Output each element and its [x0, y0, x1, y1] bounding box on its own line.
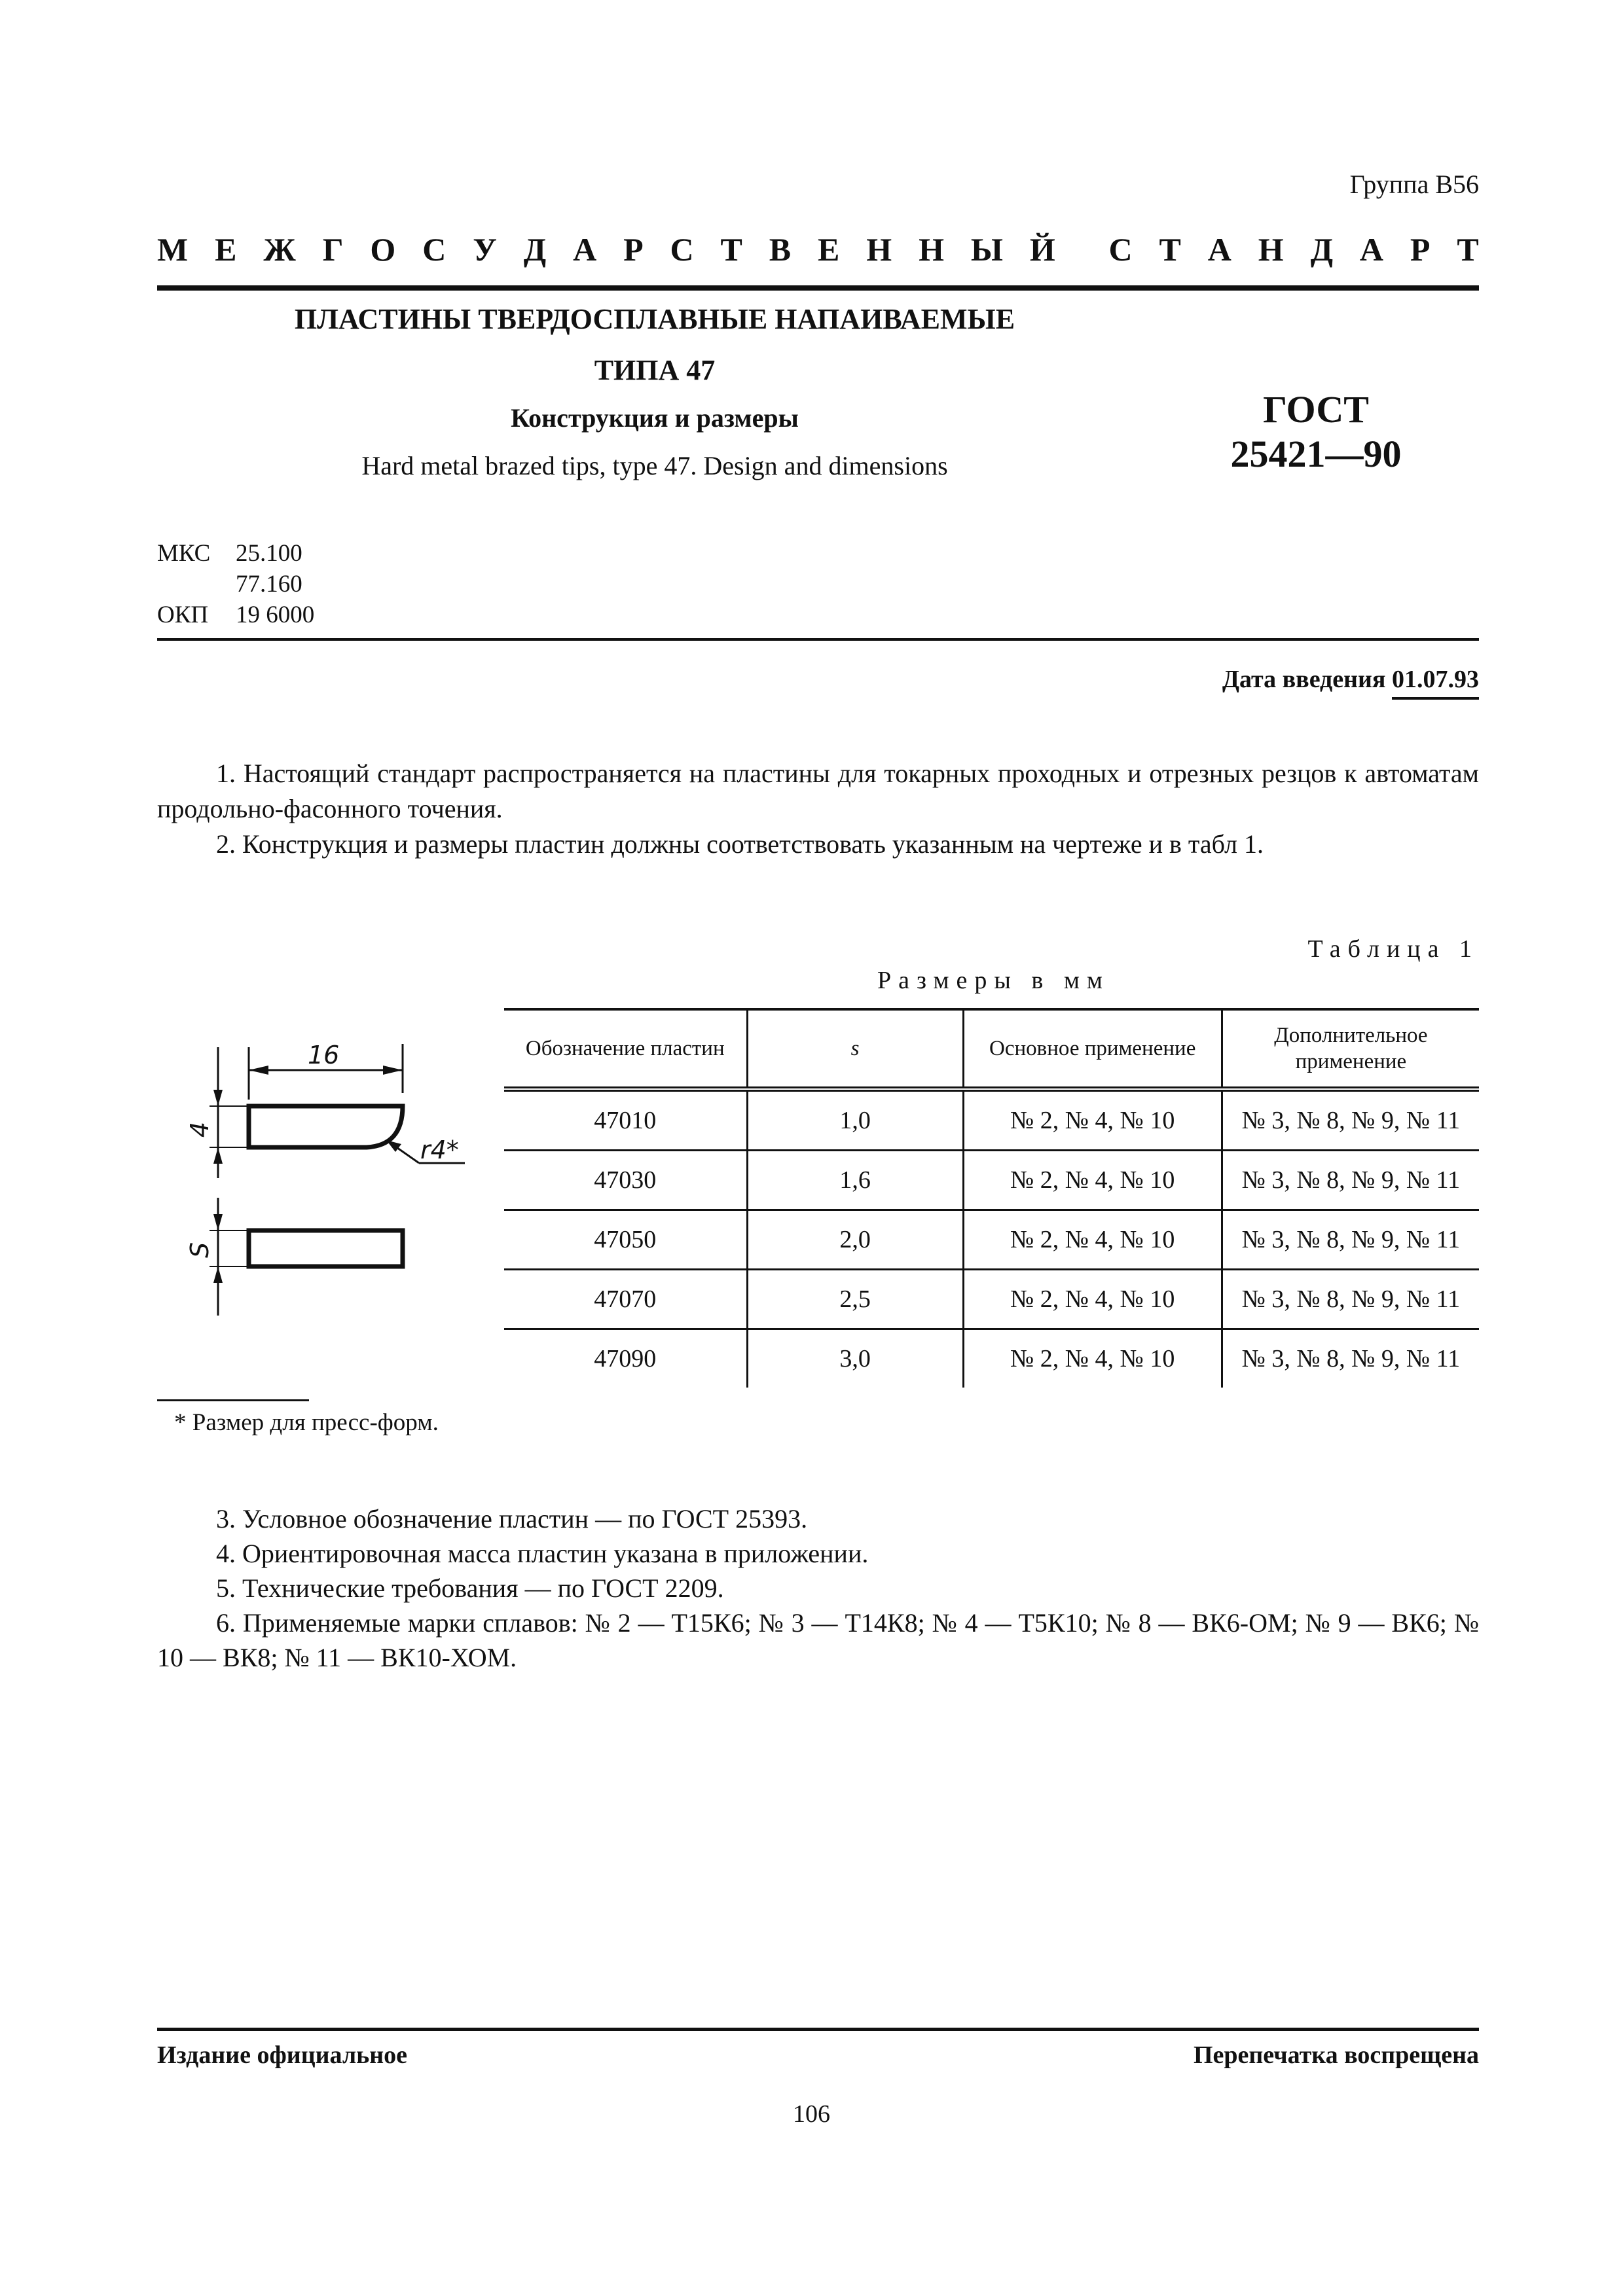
- heading-letter: Ы: [970, 231, 1003, 268]
- cell-main-use: № 2, № 4, № 10: [963, 1270, 1222, 1329]
- edition-note: Издание официальное: [157, 2041, 408, 2069]
- cell-designation: 47030: [504, 1151, 747, 1210]
- requirements-list: [157, 1501, 1479, 1675]
- tip-side-view: [249, 1230, 403, 1266]
- title-line-2: ТИПА 47: [594, 354, 716, 386]
- heading-letter: А: [1207, 231, 1231, 268]
- table-row: [504, 1210, 1479, 1270]
- arrow-head: [213, 1266, 223, 1283]
- table-row: [504, 1270, 1479, 1329]
- heading-letter: Н: [866, 231, 892, 268]
- intro-date-label: Дата введения: [1222, 666, 1386, 693]
- heading-letter: У: [473, 231, 497, 268]
- code-row: [157, 600, 314, 630]
- heading-letter: Д: [523, 231, 547, 268]
- table-row: [504, 1089, 1479, 1151]
- classification-codes: [157, 538, 314, 630]
- cell-thickness: 1,6: [747, 1151, 963, 1210]
- code-value: 19 6000: [236, 601, 315, 628]
- radius-label: r4*: [420, 1136, 459, 1164]
- bottom-divider: [157, 2028, 1479, 2031]
- code-key: МКС: [157, 540, 211, 567]
- cell-designation: 47010: [504, 1089, 747, 1151]
- arrow-head: [213, 1147, 223, 1164]
- footnote: * Размер для пресс-форм.: [174, 1409, 439, 1436]
- title-line-1: ПЛАСТИНЫ ТВЕРДОСПЛАВНЫЕ НАПАИВАЕМЫЕ: [294, 303, 1015, 335]
- cell-thickness: 1,0: [747, 1089, 963, 1151]
- code-value: 77.160: [236, 571, 302, 598]
- thickness-label: S: [185, 1242, 214, 1258]
- table-row: [504, 1151, 1479, 1210]
- heading-letter: Г: [322, 231, 344, 268]
- title-english: Hard metal brazed tips, type 47. Design and dimensions: [361, 451, 948, 480]
- heading-letter: М: [157, 231, 189, 268]
- tip-top-view: [249, 1106, 403, 1147]
- heading-letter: А: [1359, 231, 1383, 268]
- cell-main-use: № 2, № 4, № 10: [963, 1329, 1222, 1388]
- cell-thickness: 2,0: [747, 1210, 963, 1270]
- heading-letter: Р: [1410, 231, 1431, 268]
- heading-letter: Н: [919, 231, 944, 268]
- paragraph-1: 1. Настоящий стандарт распространяется на пластины для токарных проходных и отрезных резцов к автоматам продольно-фасонного точения.: [157, 759, 1479, 823]
- page-number: 106: [793, 2100, 830, 2128]
- code-key: [157, 569, 236, 600]
- top-divider: [157, 285, 1479, 291]
- height-label: 4: [185, 1121, 214, 1138]
- code-row: [157, 538, 314, 569]
- header-additional-use: Дополнительное применение: [1222, 1009, 1479, 1089]
- cell-designation: 47070: [504, 1270, 747, 1329]
- dimensions-table: [504, 1008, 1479, 1388]
- gost-number: 25421—90: [1230, 433, 1402, 475]
- footnote-divider: [157, 1399, 309, 1401]
- header-main-use: Основное применение: [963, 1009, 1222, 1089]
- cell-main-use: № 2, № 4, № 10: [963, 1210, 1222, 1270]
- table-header-row: [504, 1009, 1479, 1089]
- arrow-head: [383, 1066, 403, 1075]
- heading-letter: Ж: [263, 231, 296, 268]
- standard-type-heading: [157, 230, 1479, 268]
- reprint-note: Перепечатка воспрещена: [1193, 2041, 1479, 2069]
- heading-letter: Т: [1159, 231, 1181, 268]
- heading-letter: Е: [215, 231, 237, 268]
- cell-additional-use: № 3, № 8, № 9, № 11: [1222, 1210, 1479, 1270]
- list-item: 4. Ориентировочная масса пластин указана в приложении.: [216, 1539, 869, 1568]
- heading-letter: С: [670, 231, 694, 268]
- cell-designation: 47090: [594, 1345, 657, 1372]
- heading-letter: О: [370, 231, 396, 268]
- heading-letter: Д: [1310, 231, 1333, 268]
- table-caption: Таблица 1: [1307, 935, 1479, 963]
- heading-letter: Н: [1258, 231, 1284, 268]
- title-line-3: Конструкция и размеры: [511, 403, 799, 433]
- cell-additional-use: № 3, № 8, № 9, № 11: [1222, 1089, 1479, 1151]
- cell-thickness: 3,0: [747, 1329, 963, 1388]
- heading-letter: С: [422, 231, 447, 268]
- cell-designation: 47050: [504, 1210, 747, 1270]
- cell-thickness: 2,5: [747, 1270, 963, 1329]
- middle-divider: [157, 638, 1479, 641]
- cell-additional-use: № 3, № 8, № 9, № 11: [1222, 1270, 1479, 1329]
- arrow-head: [213, 1090, 223, 1106]
- table-units: Размеры в мм: [877, 967, 1110, 994]
- header-thickness: s: [747, 1009, 963, 1089]
- arrow-head: [249, 1066, 268, 1075]
- list-item: 6. Применяемые марки сплавов: № 2 — Т15К6; № 3 — Т14К8; № 4 — Т5К10; № 8 — ВК6-ОМ; № 9 — ВК6; № 10 — ВК8; № 11 — ВК10-ХОМ.: [157, 1608, 1479, 1672]
- heading-letter: Т: [720, 231, 742, 268]
- heading-letter: Й: [1029, 231, 1055, 268]
- cell-main-use: № 2, № 4, № 10: [963, 1151, 1222, 1210]
- tip-drawing: [177, 1028, 484, 1335]
- table-row: [504, 1329, 1479, 1388]
- length-label: 16: [308, 1041, 340, 1069]
- heading-letter: А: [573, 231, 597, 268]
- intro-date-value: 01.07.93: [1392, 666, 1479, 700]
- heading-letter: Е: [818, 231, 840, 268]
- cell-additional-use: № 3, № 8, № 9, № 11: [1222, 1329, 1479, 1388]
- list-item: 3. Условное обозначение пластин — по ГОСТ 25393.: [216, 1504, 808, 1534]
- gost-designation: [1178, 387, 1453, 476]
- intro-date: [1222, 665, 1479, 694]
- gost-label: ГОСТ: [1263, 388, 1369, 431]
- heading-letter: С: [1108, 231, 1133, 268]
- code-value: 25.100: [236, 540, 302, 567]
- header-designation: Обозначение пластин: [504, 1009, 747, 1089]
- cell-main-use: № 2, № 4, № 10: [963, 1089, 1222, 1151]
- list-item: 5. Технические требования — по ГОСТ 2209.: [216, 1573, 724, 1603]
- paragraph-2: 2. Конструкция и размеры пластин должны соответствовать указанным на чертеже и в табл 1.: [216, 829, 1264, 859]
- heading-letter: В: [769, 231, 792, 268]
- code-row: [157, 569, 314, 600]
- cell-additional-use: № 3, № 8, № 9, № 11: [1222, 1151, 1479, 1210]
- group-code: Группа В56: [1349, 170, 1479, 199]
- heading-letter: Т: [1457, 231, 1479, 268]
- heading-letter: Р: [623, 231, 644, 268]
- code-key: ОКП: [157, 601, 209, 628]
- arrow-head: [213, 1214, 223, 1230]
